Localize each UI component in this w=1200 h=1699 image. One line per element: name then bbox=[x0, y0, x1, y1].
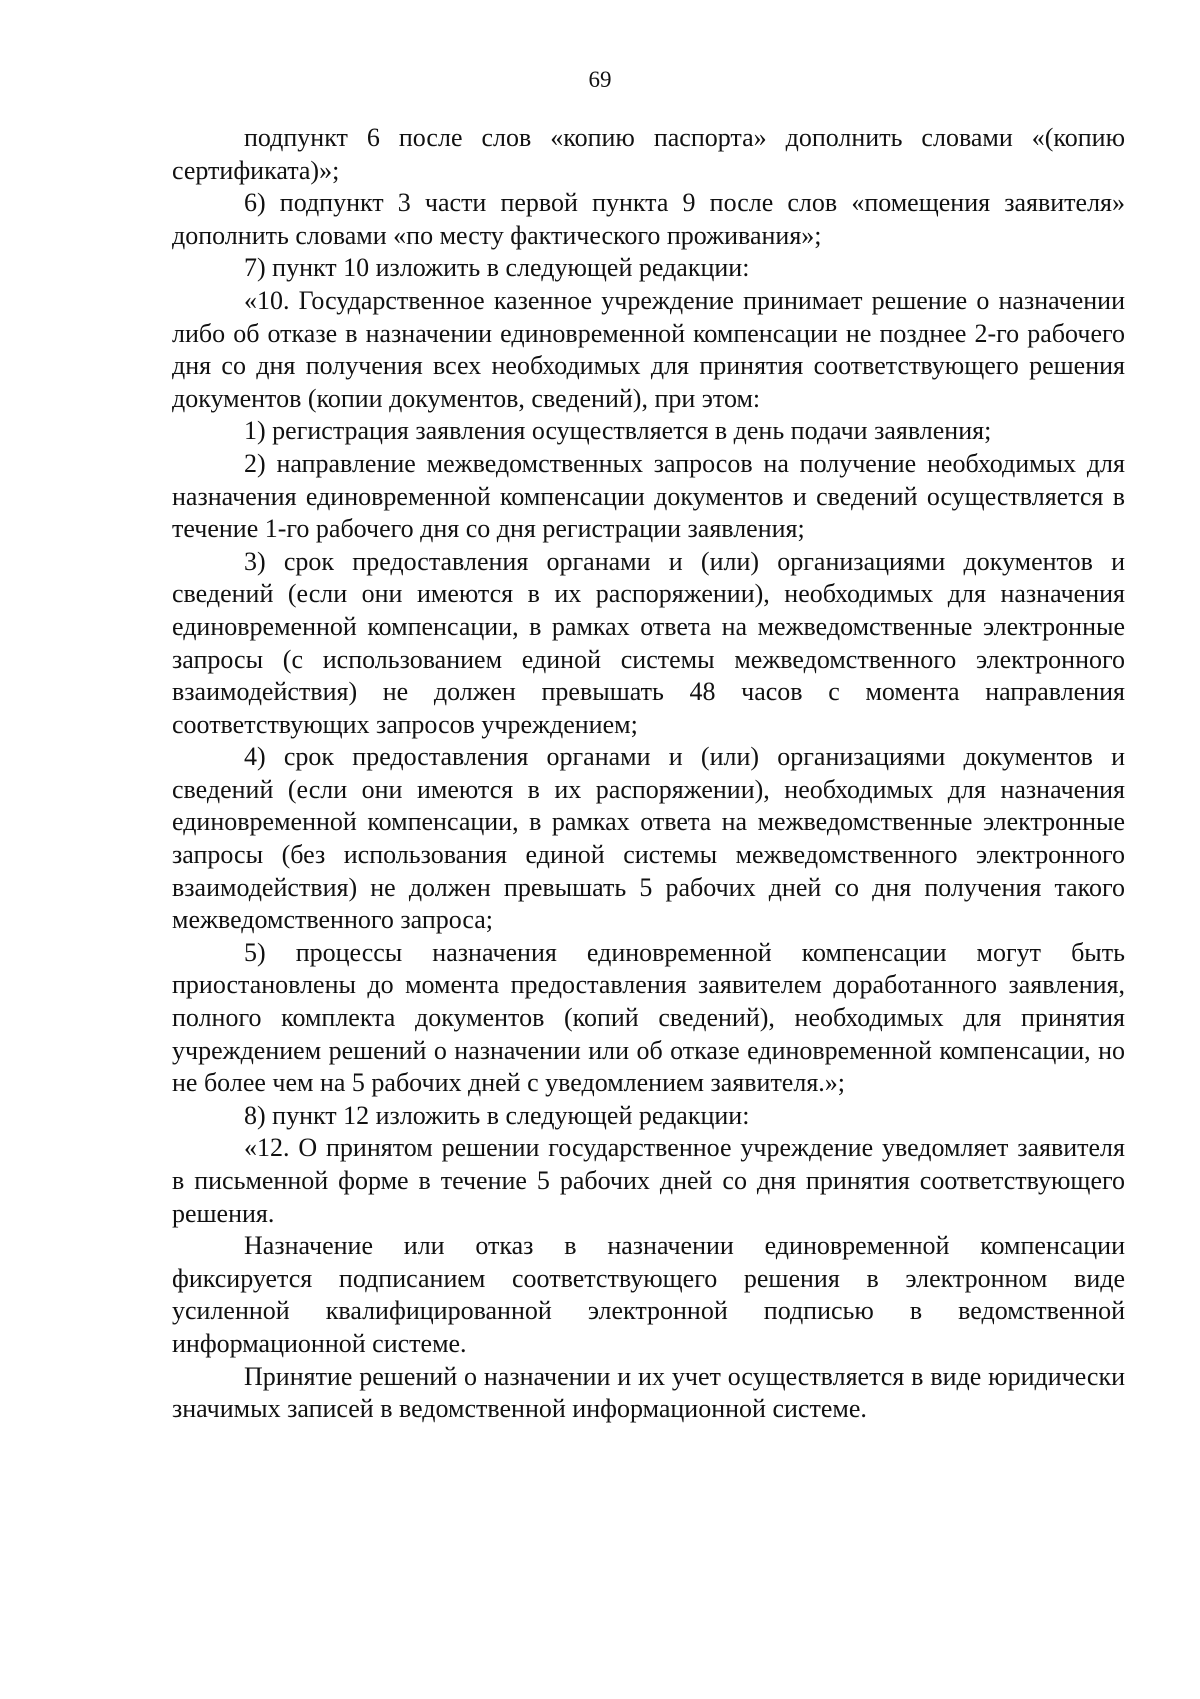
paragraph-item-7: 7) пункт 10 изложить в следующей редакции: bbox=[244, 253, 750, 283]
paragraph-clause-10: «10. Государственное казенное учреждение принимает решение о назначении либо об отказе в назначении единовременной компенсации не позднее 2-го рабочего дня со дня получения всех необходимых для принятия соответствующего решения документов (копии документов, сведений), при этом: bbox=[172, 285, 1125, 413]
page-number: 69 bbox=[588, 67, 612, 92]
paragraph-clause-10-sub-2: 2) направление межведомственных запросов на получение необходимых для назначения единовременной компенсации документов и сведений осуществляется в течение 1-го рабочего дня со дня регистрации заявления; bbox=[172, 448, 1125, 544]
paragraph-clause-10-sub-3: 3) срок предоставления органами и (или) организациями документов и сведений (если они имеются в их распоряжении), необходимых для назначения единовременной компенсации, в рамках ответа на межведомственные электронные запросы (с использованием единой системы межведомственного электронного взаимодействия) не должен превышать 48 часов с момента направления соответствующих запросов учреждением; bbox=[172, 546, 1125, 739]
paragraph-clause-10-sub-5: 5) процессы назначения единовременной компенсации могут быть приостановлены до момента предоставления заявителем доработанного заявления, полного комплекта документов (копий сведений), необходимых для принятия учреждением решений о назначении или об отказе единовременной компенсации, но не более чем на 5 рабочих дней с уведомлением заявителя.»; bbox=[172, 937, 1125, 1098]
paragraph-clause-12-signing: Назначение или отказ в назначении единовременной компенсации фиксируется подписанием соответствующего решения в электронном виде усиленной квалифицированной электронной подписью в ведомственной информационной системе. bbox=[172, 1231, 1125, 1358]
paragraph-subitem-6-amendment: подпункт 6 после слов «копию паспорта» дополнить словами «(копию сертификата)»; bbox=[172, 123, 1125, 185]
document-body bbox=[172, 122, 1125, 1426]
paragraph-clause-12-records: Принятие решений о назначении и их учет осуществляется в виде юридически значимых записей в ведомственной информационной системе. bbox=[172, 1361, 1125, 1424]
paragraph-item-8: 8) пункт 12 изложить в следующей редакции: bbox=[244, 1100, 750, 1130]
paragraph-item-6: 6) подпункт 3 части первой пункта 9 после слов «помещения заявителя» дополнить словами «по месту фактического проживания»; bbox=[172, 188, 1125, 250]
paragraph-clause-10-sub-1: 1) регистрация заявления осуществляется в день подачи заявления; bbox=[244, 416, 992, 446]
paragraph-clause-12: «12. О принятом решении государственное учреждение уведомляет заявителя в письменной форме в течение 5 рабочих дней со дня принятия соответствующего решения. bbox=[172, 1133, 1125, 1228]
paragraph-clause-10-sub-4: 4) срок предоставления органами и (или) организациями документов и сведений (если они имеются в их распоряжении), необходимых для назначения единовременной компенсации, в рамках ответа на межведомственные электронные запросы (без использования единой системы межведомственного электронного взаимодействия) не должен превышать 5 рабочих дней со дня получения такого межведомственного запроса; bbox=[172, 742, 1125, 935]
